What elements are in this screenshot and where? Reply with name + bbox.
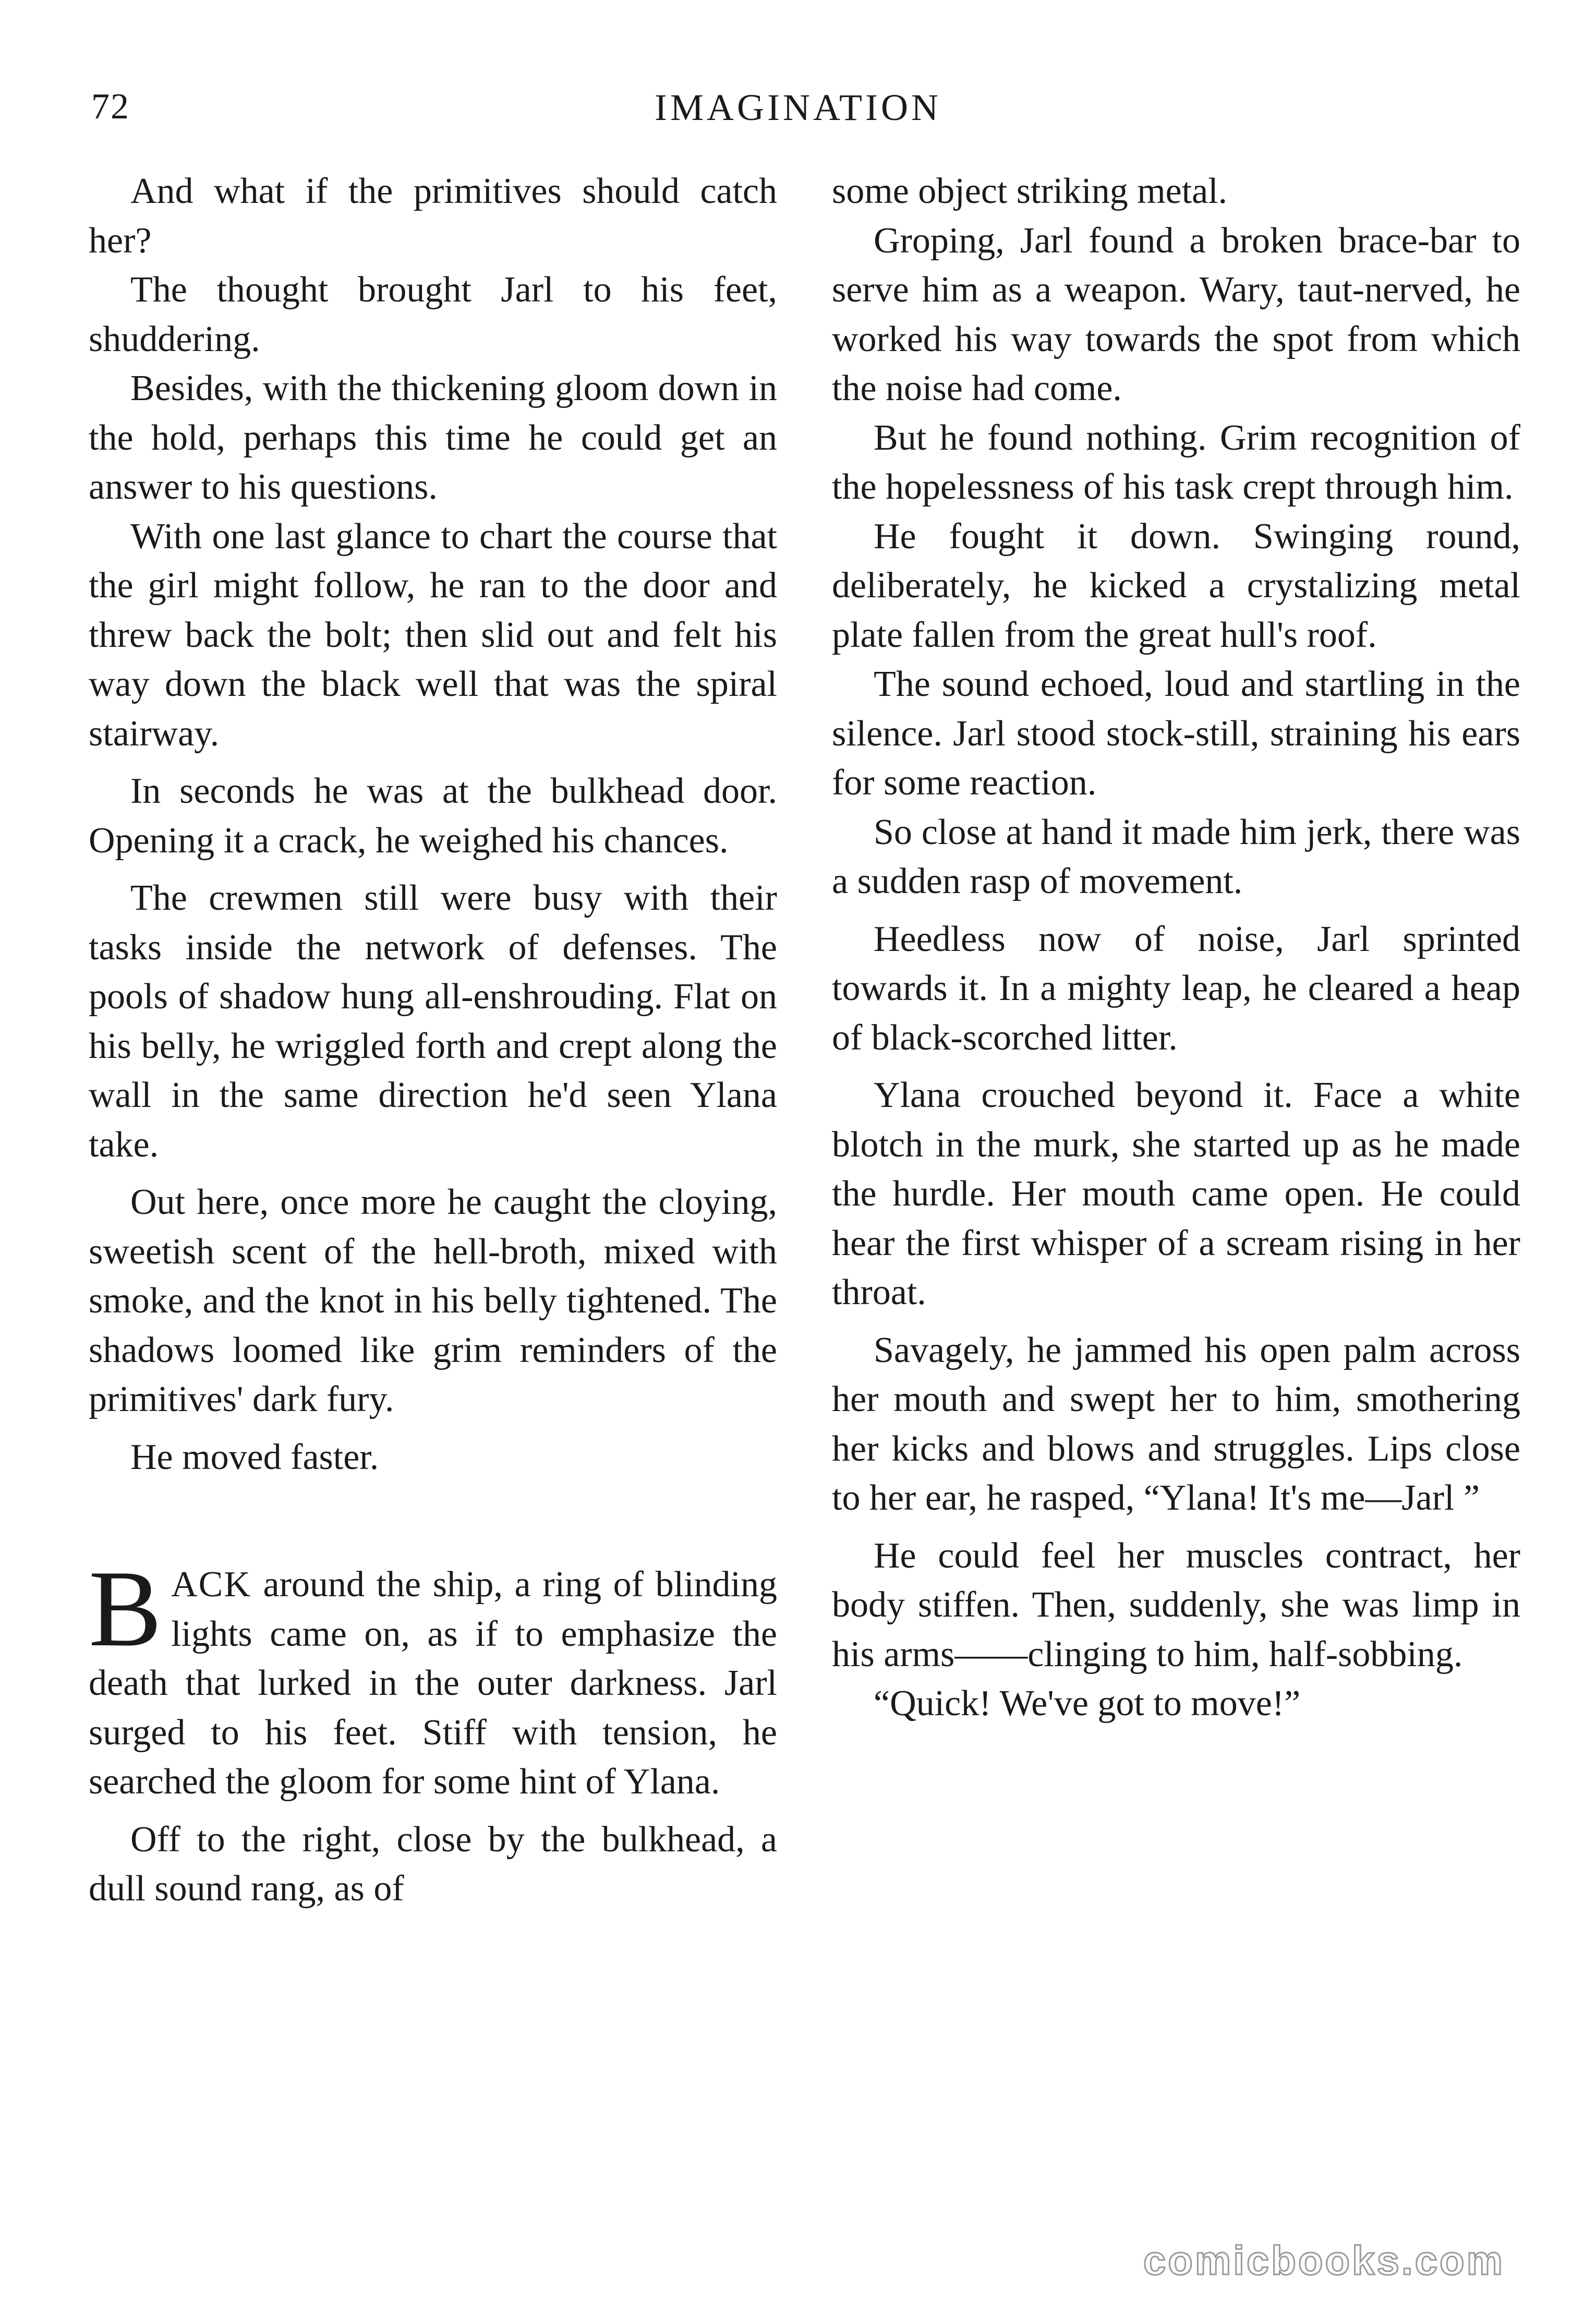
- paragraph: He moved faster.: [130, 1437, 379, 1477]
- paragraph: But he found nothing. Grim recognition of the hopelessness of his task crept through him.: [832, 417, 1520, 507]
- paragraph: Ylana crouched beyond it. Face a white blotch in the murk, she started up as he made the hurdle. Her mouth came open. He could hear the first whisper of a scream rising in her throat.: [832, 1075, 1520, 1312]
- section-opening-paragraph: [89, 1548, 777, 1807]
- paragraph: In seconds he was at the bulkhead door. Opening it a crack, he weighed his chances.: [89, 771, 777, 861]
- section-break: [89, 1482, 777, 1560]
- right-column: [832, 167, 1520, 2186]
- paragraph: “Quick! We've got to move!”: [874, 1683, 1301, 1724]
- text-columns: [89, 167, 1520, 2186]
- paragraph: Besides, with the thickening gloom down in the hold, perhaps this time he could get an answer to his questions.: [89, 368, 777, 507]
- left-column: [89, 167, 777, 2186]
- paragraph: Savagely, he jammed his open palm across her mouth and swept her to him, smothering her kicks and blows and struggles. Lips close to her ear, he rasped, “Ylana! It's me—Jarl ”: [832, 1330, 1520, 1518]
- opening-paragraph-text: around the ship, a ring of blinding lights came on, as if to emphasize the death that lurked in the outer darkness. Jarl surged to his feet. Stiff with tension, he searched the gloom for some hint of Ylana.: [89, 1564, 777, 1802]
- paragraph: The sound echoed, loud and startling in the silence. Jarl stood stock-still, straining his ears for some reaction.: [832, 664, 1520, 803]
- paragraph: With one last glance to chart the course that the girl might follow, he ran to the door and threw back the bolt; then slid out and felt his way down the black well that was the spiral stairway.: [89, 516, 777, 754]
- paragraph: He fought it down. Swinging round, deliberately, he kicked a crystalizing metal plate fallen from the great hull's roof.: [832, 516, 1520, 655]
- page-number: 72: [91, 87, 130, 127]
- running-title: IMAGINATION: [655, 87, 941, 128]
- paragraph: Off to the right, close by the bulkhead, a dull sound rang, as of: [89, 1819, 777, 1909]
- opening-word-rest: ACK: [171, 1564, 251, 1605]
- paragraph: Groping, Jarl found a broken brace-bar to serve him as a weapon. Wary, taut-nerved, he worked his way towards the spot from which the noise had come.: [832, 220, 1520, 408]
- page-header: [91, 86, 1505, 149]
- paragraph: And what if the primitives should catch her?: [89, 171, 777, 261]
- paragraph: The crewmen still were busy with their tasks inside the network of defenses. The pools of shadow hung all-enshrouding. Flat on his belly, he wriggled forth and crept along the wall in the same direction he'd seen Ylana take.: [89, 878, 777, 1165]
- paragraph: The thought brought Jarl to his feet, shuddering.: [89, 270, 777, 359]
- paragraph: So close at hand it made him jerk, there was a sudden rasp of movement.: [832, 812, 1520, 901]
- drop-cap: B: [89, 1548, 162, 1669]
- paragraph: Out here, once more he caught the cloying, sweetish scent of the hell-broth, mixed with smoke, and the knot in his belly tightened. The shadows loomed like grim reminders of the primitives' dark fury.: [89, 1182, 777, 1419]
- paragraph-continuation: some object striking metal.: [832, 171, 1228, 211]
- paragraph: Heedless now of noise, Jarl sprinted towards it. In a mighty leap, he cleared a heap of black-scorched litter.: [832, 919, 1520, 1058]
- paragraph: He could feel her muscles contract, her body stiffen. Then, suddenly, she was limp in his arms——clinging to him, half-sobbing.: [832, 1535, 1520, 1674]
- watermark: comicbooks.com: [1143, 2237, 1505, 2283]
